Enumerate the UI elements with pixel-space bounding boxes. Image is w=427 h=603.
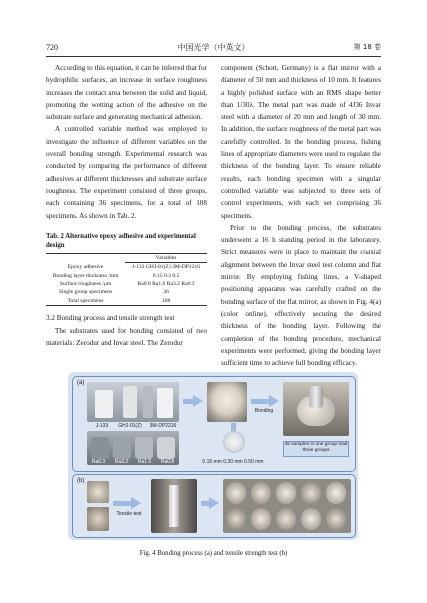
table-cell: Single group specimens: [58, 289, 113, 296]
table-row: [46, 297, 207, 306]
specimen-photo: [87, 507, 109, 531]
adhesives-photo: [87, 382, 179, 422]
table-cell: Epoxy adhesive: [67, 264, 104, 271]
specimen-photo: [87, 481, 109, 503]
paragraph: According to this equation, it can be inferred that for hydrophilic surfaces, an increase in surface roughness increases the contact area between the solid and liquid, promoting the wetting action of the adhesive on the substrate surface and generating mechanical adhesion.: [46, 64, 207, 122]
arrow-shaft: [201, 501, 209, 506]
table-cell: Total specimens: [46, 297, 125, 306]
roughness-label: Ra1.6: [137, 459, 152, 465]
table-row: [46, 272, 207, 280]
arrow-shaft: [251, 399, 269, 404]
arrow-shaft: [113, 501, 131, 506]
mirror-photo: [207, 382, 247, 422]
page-header: [46, 42, 381, 56]
paragraph: A controlled variable method was employed to investigate the influence of different variables on the overall bonding strength. Experimental research was conducted by comparing the performance of different adhesives at different thicknesses and substrate surface roughness. The experiment consisted of three groups, each containing 36 specimens, for a total of 108 specimens. As shown in Tab. 2.: [46, 125, 207, 220]
table-row: [46, 288, 207, 296]
figure-panel-b: [72, 474, 356, 538]
samples-note: 36 samples in one group total three groups: [283, 441, 349, 457]
right-column: [221, 62, 381, 369]
adhesive-label: GHJ-01(Z): [118, 423, 142, 429]
paragraph: The substrates used for bonding consisted of two materials: Zerodur and Invar steel. The Zerodur: [46, 326, 207, 347]
table-cell: J-133 GHJ-01(Z) 3M-DP2216: [132, 264, 201, 271]
figure-4: [68, 372, 358, 540]
table-cell: 108: [125, 297, 207, 306]
panel-b-label: (b): [77, 478, 85, 484]
table-header: Variables: [125, 253, 207, 262]
table-cell: 0.15 0.3 0.5: [152, 272, 180, 279]
table-cell: 36: [163, 289, 169, 296]
fishing-line-photo: [223, 431, 245, 453]
section-heading: 3.2 Bonding process and tensile strength test: [46, 314, 175, 323]
test-results-photo: [223, 479, 351, 533]
figure-panel-a: [72, 376, 356, 472]
paragraph: Prior to the bonding process, the substrates underwent a 16 h standing period in the laboratory. Strict measures were in place to maintain the coaxial alignment between the Invar steel test column and flat mirror. By employing fishing lines, a V-shaped positioning apparatus was carefully crafted on the bonding surface of the flat mirror, as shown in Fig. 4(a) (color online), effectively securing the desired thickness of the bonding layer. Following the completion of the bonding procedure, mechanical experiments were performed, giving the bonding layer sufficient time to achieve full bonding efficacy.: [221, 223, 381, 368]
adhesive-label: 3M-DP2216: [149, 423, 177, 429]
volume-label: 第 18 卷: [353, 43, 381, 51]
panel-a-label: (a): [77, 380, 85, 386]
table-cell: Bonding layer thickness /mm: [52, 272, 119, 279]
arrow-shaft: [231, 423, 236, 431]
tensile-machine-photo: [151, 479, 197, 533]
page-number: 720: [46, 43, 58, 52]
header-rule: [46, 56, 381, 57]
thickness-label: 0.15 mm 0.30 mm 0.50 mm: [202, 459, 264, 465]
arrow-right-icon: [193, 395, 203, 407]
bonding-label: Bonding: [254, 408, 274, 414]
table-corner: [46, 253, 125, 262]
arrow-right-icon: [209, 497, 219, 509]
figure-caption: Fig. 4 Bonding process (a) and tensile strength test (b): [139, 550, 288, 557]
paragraph: component (Schott, Germany) is a flat mirror with a diameter of 50 mm and thickness of 10 mm. It features a highly polished surface with an RMS shape better than 1/30λ. The metal part was made of 4J36 Invar steel with a diameter of 20 mm and length of 30 mm. In addition, the surface roughness of the metal part was carefully controlled. In the bonding process, fishing lines of appropriate diameters were used to regulate the thickness of the bonding layer. To ensure reliable results, each bonding specimen with a singular controlled variable was subjected to three sets of control experiments, with each set comprising 36 specimens.: [221, 64, 381, 220]
arrow-shaft: [183, 399, 193, 404]
table-cell: Ra0.8 Ra1.6 Ra3.2 Ra6.3: [137, 281, 195, 288]
table-caption: Tab. 2 Alternative epoxy adhesive and experimental design: [46, 232, 196, 249]
journal-title: 中国光学（中英文）: [177, 43, 250, 52]
table-row: [46, 263, 207, 272]
table-row: [46, 280, 207, 288]
roughness-label: Ra0.8: [160, 459, 175, 465]
tensile-test-label: Tensile test: [116, 511, 142, 517]
adhesive-label: J-133: [95, 423, 109, 429]
roughness-label: Ra3.2: [114, 459, 129, 465]
bonded-specimen-photo: [283, 382, 349, 436]
roughness-label: Ra6.3: [91, 459, 106, 465]
arrow-right-icon: [269, 395, 279, 407]
table-2: [46, 253, 207, 306]
table-cell: Surface roughness /μm: [59, 281, 112, 288]
left-column: [46, 62, 207, 349]
arrow-right-icon: [131, 497, 141, 509]
